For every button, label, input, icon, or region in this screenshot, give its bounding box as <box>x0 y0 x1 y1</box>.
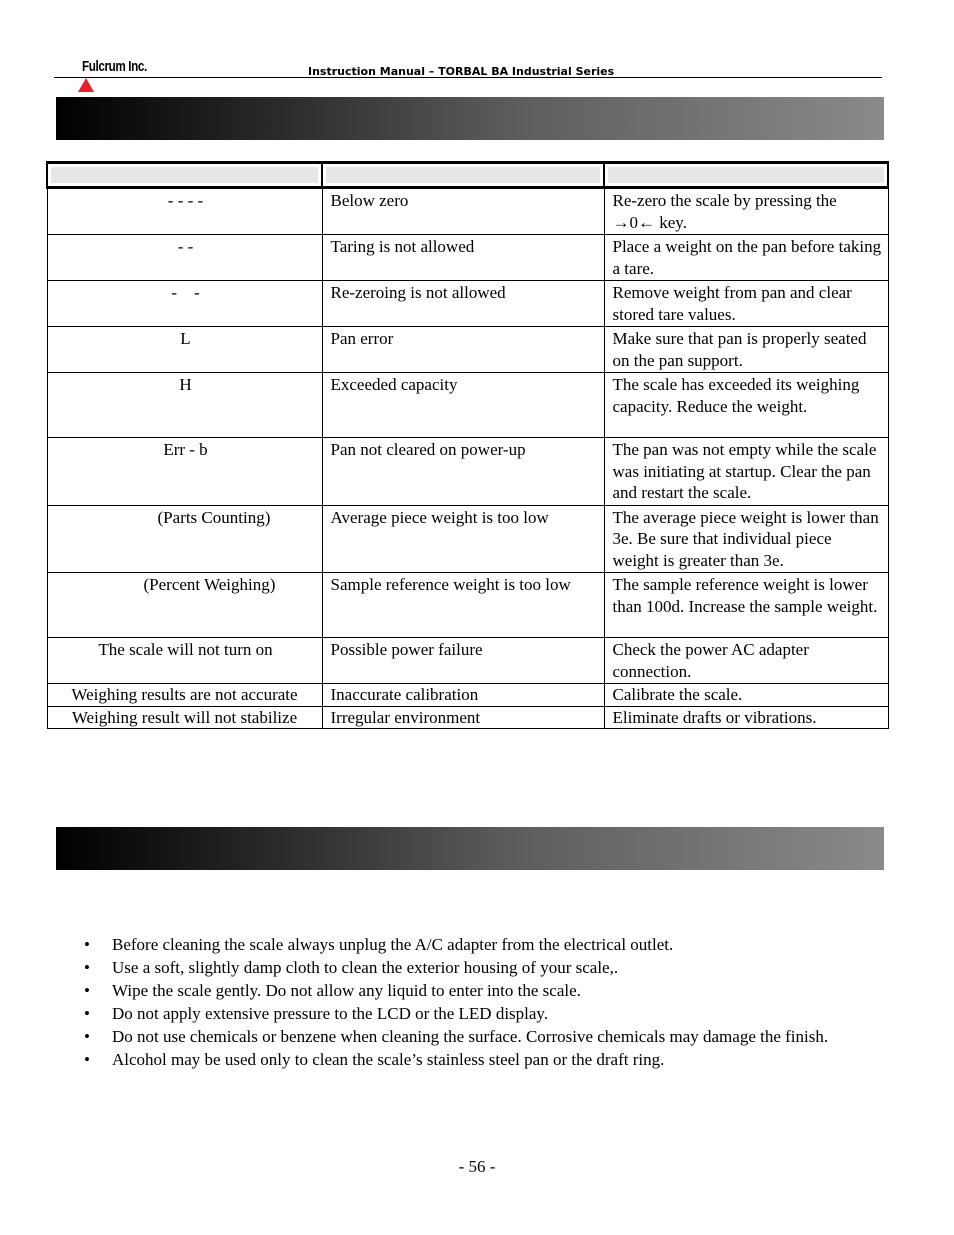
error-code-cell: (Percent Weighing) <box>47 573 322 638</box>
table-row <box>47 684 888 707</box>
error-action-cell: Check the power AC adapter connection. <box>604 638 888 684</box>
table-row <box>47 235 888 281</box>
error-code-cell: - - <box>47 235 322 281</box>
bullet-icon: • <box>84 981 90 1000</box>
error-action-cell: The average piece weight is lower than 3e. Be sure that individual piece weight is greater than 3e. <box>604 505 888 573</box>
error-code-cell: The scale will not turn on <box>47 638 322 684</box>
list-item-text: Do not use chemicals or benzene when cleaning the surface. Corrosive chemicals may damage the finish. <box>112 1027 829 1046</box>
list-item <box>84 980 864 1002</box>
list-item-text: Use a soft, slightly damp cloth to clean the exterior housing of your scale,. <box>112 958 619 977</box>
list-item <box>84 934 864 956</box>
error-meaning-cell: Average piece weight is too low <box>322 505 604 573</box>
error-meaning-cell: Sample reference weight is too low <box>322 573 604 638</box>
error-code-cell: (Parts Counting) <box>47 505 322 573</box>
table-header-cell <box>322 163 604 188</box>
error-action-cell: The pan was not empty while the scale was initiating at startup. Clear the pan and restart the scale. <box>604 438 888 506</box>
error-meaning-cell: Pan not cleared on power-up <box>322 438 604 506</box>
list-item-text: Do not apply extensive pressure to the LCD or the LED display. <box>112 1004 549 1023</box>
error-meaning-cell: Irregular environment <box>322 706 604 729</box>
table-row <box>47 327 888 373</box>
list-item-text: Alcohol may be used only to clean the scale’s stainless steel pan or the draft ring. <box>112 1050 665 1069</box>
error-meaning-cell: Possible power failure <box>322 638 604 684</box>
error-code-cell: L <box>47 327 322 373</box>
error-meaning-cell: Taring is not allowed <box>322 235 604 281</box>
list-item-text: Wipe the scale gently. Do not allow any liquid to enter into the scale. <box>112 981 581 1000</box>
section-banner-troubleshooting <box>56 97 884 140</box>
list-item <box>84 1049 864 1071</box>
list-item <box>84 1003 864 1025</box>
error-table <box>46 161 889 729</box>
manual-title: Instruction Manual – TORBAL BA Industrial Series <box>308 65 615 78</box>
table-row <box>47 638 888 684</box>
error-code-cell: - - - - <box>47 188 322 235</box>
list-item-text: Before cleaning the scale always unplug the A/C adapter from the electrical outlet. <box>112 935 674 954</box>
cleaning-instructions-list <box>84 934 864 1072</box>
bullet-icon: • <box>84 1050 90 1069</box>
table-header-cell <box>47 163 322 188</box>
table-row <box>47 706 888 729</box>
bullet-icon: • <box>84 1027 90 1046</box>
company-logo: Fulcrum Inc. <box>82 58 147 75</box>
table-header-row <box>47 163 888 188</box>
logo-triangle-icon <box>78 78 94 92</box>
bullet-icon: • <box>84 1004 90 1023</box>
error-meaning-cell: Re-zeroing is not allowed <box>322 281 604 327</box>
section-banner-cleaning <box>56 827 884 870</box>
error-meaning-cell: Inaccurate calibration <box>322 684 604 707</box>
error-action-cell: The sample reference weight is lower than 100d. Increase the sample weight. <box>604 573 888 638</box>
bullet-icon: • <box>84 935 90 954</box>
page-header <box>54 58 882 80</box>
error-code-cell: H <box>47 373 322 438</box>
error-meaning-cell: Below zero <box>322 188 604 235</box>
table-row <box>47 281 888 327</box>
bullet-icon: • <box>84 958 90 977</box>
table-row <box>47 438 888 506</box>
error-action-cell: Make sure that pan is properly seated on the pan support. <box>604 327 888 373</box>
list-item <box>84 1026 864 1048</box>
error-action-cell: Calibrate the scale. <box>604 684 888 707</box>
error-action-cell: Eliminate drafts or vibrations. <box>604 706 888 729</box>
header-divider <box>54 77 882 78</box>
error-code-cell: Weighing results are not accurate <box>47 684 322 707</box>
error-code-cell: Weighing result will not stabilize <box>47 706 322 729</box>
table-row <box>47 505 888 573</box>
error-action-cell: Re-zero the scale by pressing the →0← key. <box>604 188 888 235</box>
table-header-cell <box>604 163 888 188</box>
error-code-cell: Err - b <box>47 438 322 506</box>
table-row <box>47 373 888 438</box>
table-row <box>47 188 888 235</box>
error-meaning-cell: Pan error <box>322 327 604 373</box>
error-action-cell: The scale has exceeded its weighing capacity. Reduce the weight. <box>604 373 888 438</box>
table-row <box>47 573 888 638</box>
list-item <box>84 957 864 979</box>
page-number: - 56 - <box>458 1157 496 1176</box>
error-code-cell: - - <box>47 281 322 327</box>
error-action-cell: Place a weight on the pan before taking a tare. <box>604 235 888 281</box>
error-meaning-cell: Exceeded capacity <box>322 373 604 438</box>
error-action-cell: Remove weight from pan and clear stored tare values. <box>604 281 888 327</box>
